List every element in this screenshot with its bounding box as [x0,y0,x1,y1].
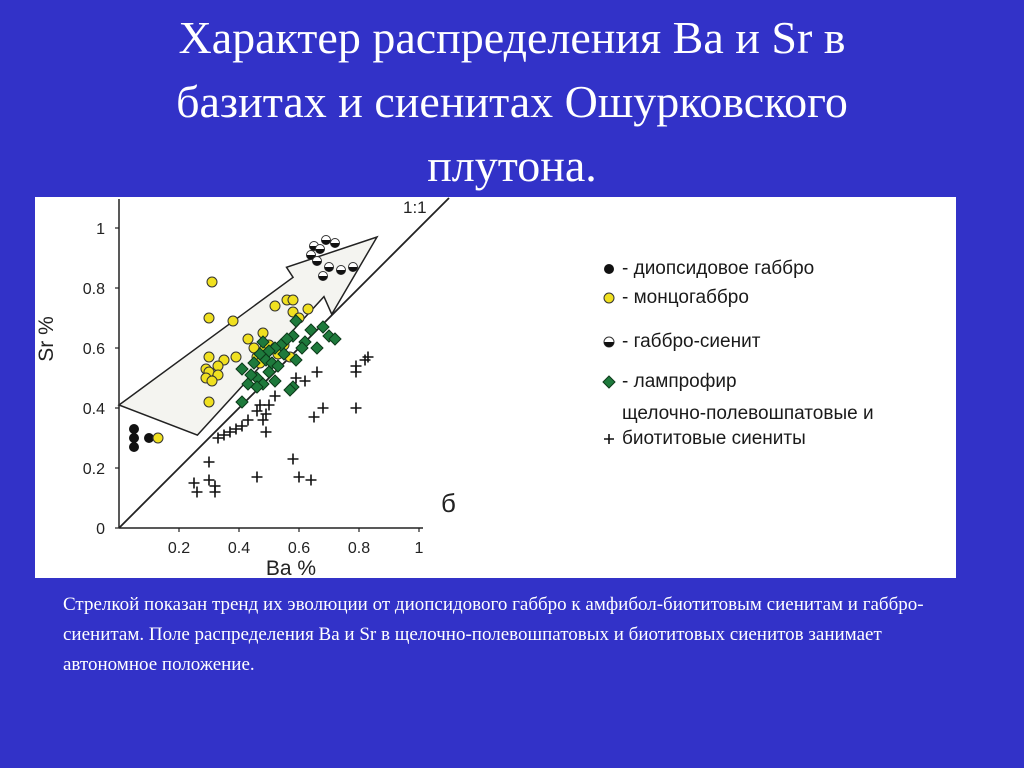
lamprophyre-point [305,324,317,336]
syenite-point [204,475,215,486]
gabbro-syenite-point [313,257,322,266]
lamprophyre-point [236,396,248,408]
axes [119,198,449,528]
syenite-point [252,472,263,483]
syenite-point [213,433,224,444]
x-tick-label: 0.8 [347,540,371,557]
y-tick-label: 0.2 [82,461,105,478]
legend-label: - габбро-сиенит [622,331,761,352]
syenite-point [252,406,263,417]
diopside-gabbro-point [129,442,139,452]
syenite-point [351,367,362,378]
one-to-one-line-label: 1:1 [403,198,427,217]
ba-sr-scatter-chart [35,197,956,578]
gabbro-syenite-point [316,245,325,254]
monzogabbro-point [204,397,214,407]
syenite-point [261,427,272,438]
legend-label-line-1: щелочно-полевошпатовые и [622,403,874,424]
monzogabbro-point [270,301,280,311]
syenite-point [288,454,299,465]
panel-label: б [441,488,456,518]
gabbro-syenite-point [319,272,328,281]
slide-title [40,6,984,198]
syenite-point [225,427,236,438]
x-tick-label: 0.2 [167,540,191,557]
syenite-point [351,403,362,414]
syenite-point [363,352,374,363]
green-diamond-icon [600,370,620,394]
legend-label: - диопсидовое габбро [622,258,815,279]
gabbro-syenite-point [322,236,331,245]
syenite-point [258,415,269,426]
syenite-point [237,421,248,432]
monzogabbro-point [204,313,214,323]
x-axis-label: Ba % [265,557,317,578]
syenite-point [261,409,272,420]
x-tick-label: 0.4 [227,540,251,557]
legend-label: - монцогаббро [622,287,749,308]
monzogabbro-point [207,277,217,287]
monzogabbro-point [228,316,238,326]
lamprophyre-point [311,342,323,354]
title-line-3: плутона. [427,140,597,191]
gabbro-syenite-point [337,266,346,275]
syenite-point [309,412,320,423]
y-tick-label: 0.6 [82,341,105,358]
caption: Стрелкой показан тренд их эволюции от диопсидового габбро к амфибол-биотитовым сиенитам и габбро-сиенитам. Поле распределения Ba и Sr в щелочно-полевошпатовых и биотитовых сиенитов занимает автономное положение. [63,594,924,675]
legend-label-line-2: биотитовые сиениты [622,428,806,449]
diopside-gabbro-point [129,424,139,434]
syenite-point [219,430,230,441]
y-tick-label: 0 [96,521,105,538]
syenite-point [210,487,221,498]
syenite-point [294,472,305,483]
half-circle-icon [600,330,620,354]
syenite-point [300,376,311,387]
syenite-point [243,415,254,426]
syenite-point [270,391,281,402]
plus-icon [600,427,620,451]
title-line-1: Характер распределения Ba и Sr в [178,12,846,63]
syenite-point [189,478,200,489]
syenite-point [312,367,323,378]
gabbro-syenite-point [325,263,334,272]
monzogabbro-point [303,304,313,314]
monzogabbro-point [288,295,298,305]
y-tick-label: 0.4 [82,401,105,418]
syenite-point [204,457,215,468]
diopside-gabbro-point [129,433,139,443]
syenite-point [360,355,371,366]
legend-label: - лампрофир [622,371,737,392]
x-tick-label: 1 [414,540,424,557]
syenite-point [264,400,275,411]
y-tick-label: 0.8 [82,281,105,298]
syenite-point [231,424,242,435]
gabbro-syenite-point [349,263,358,272]
syenite-point [318,403,329,414]
monzogabbro-point [207,376,217,386]
gabbro-syenite-point [331,239,340,248]
syenite-point [306,475,317,486]
legend-label [622,401,962,451]
monzogabbro-point [204,352,214,362]
y-tick-label: 1 [96,221,105,238]
title-line-2: базитах и сиенитах Ошурковского [176,76,848,127]
x-tick-label: 0.6 [287,540,311,557]
y-axis-label: Sr % [35,316,58,362]
yellow-circle-icon [600,286,620,310]
monzogabbro-point [153,433,163,443]
syenite-point [192,487,203,498]
monzogabbro-point [231,352,241,362]
figure-panel [35,197,956,578]
black-circle-icon [600,257,620,281]
one-to-one-line [119,198,449,528]
monzogabbro-point [243,334,253,344]
